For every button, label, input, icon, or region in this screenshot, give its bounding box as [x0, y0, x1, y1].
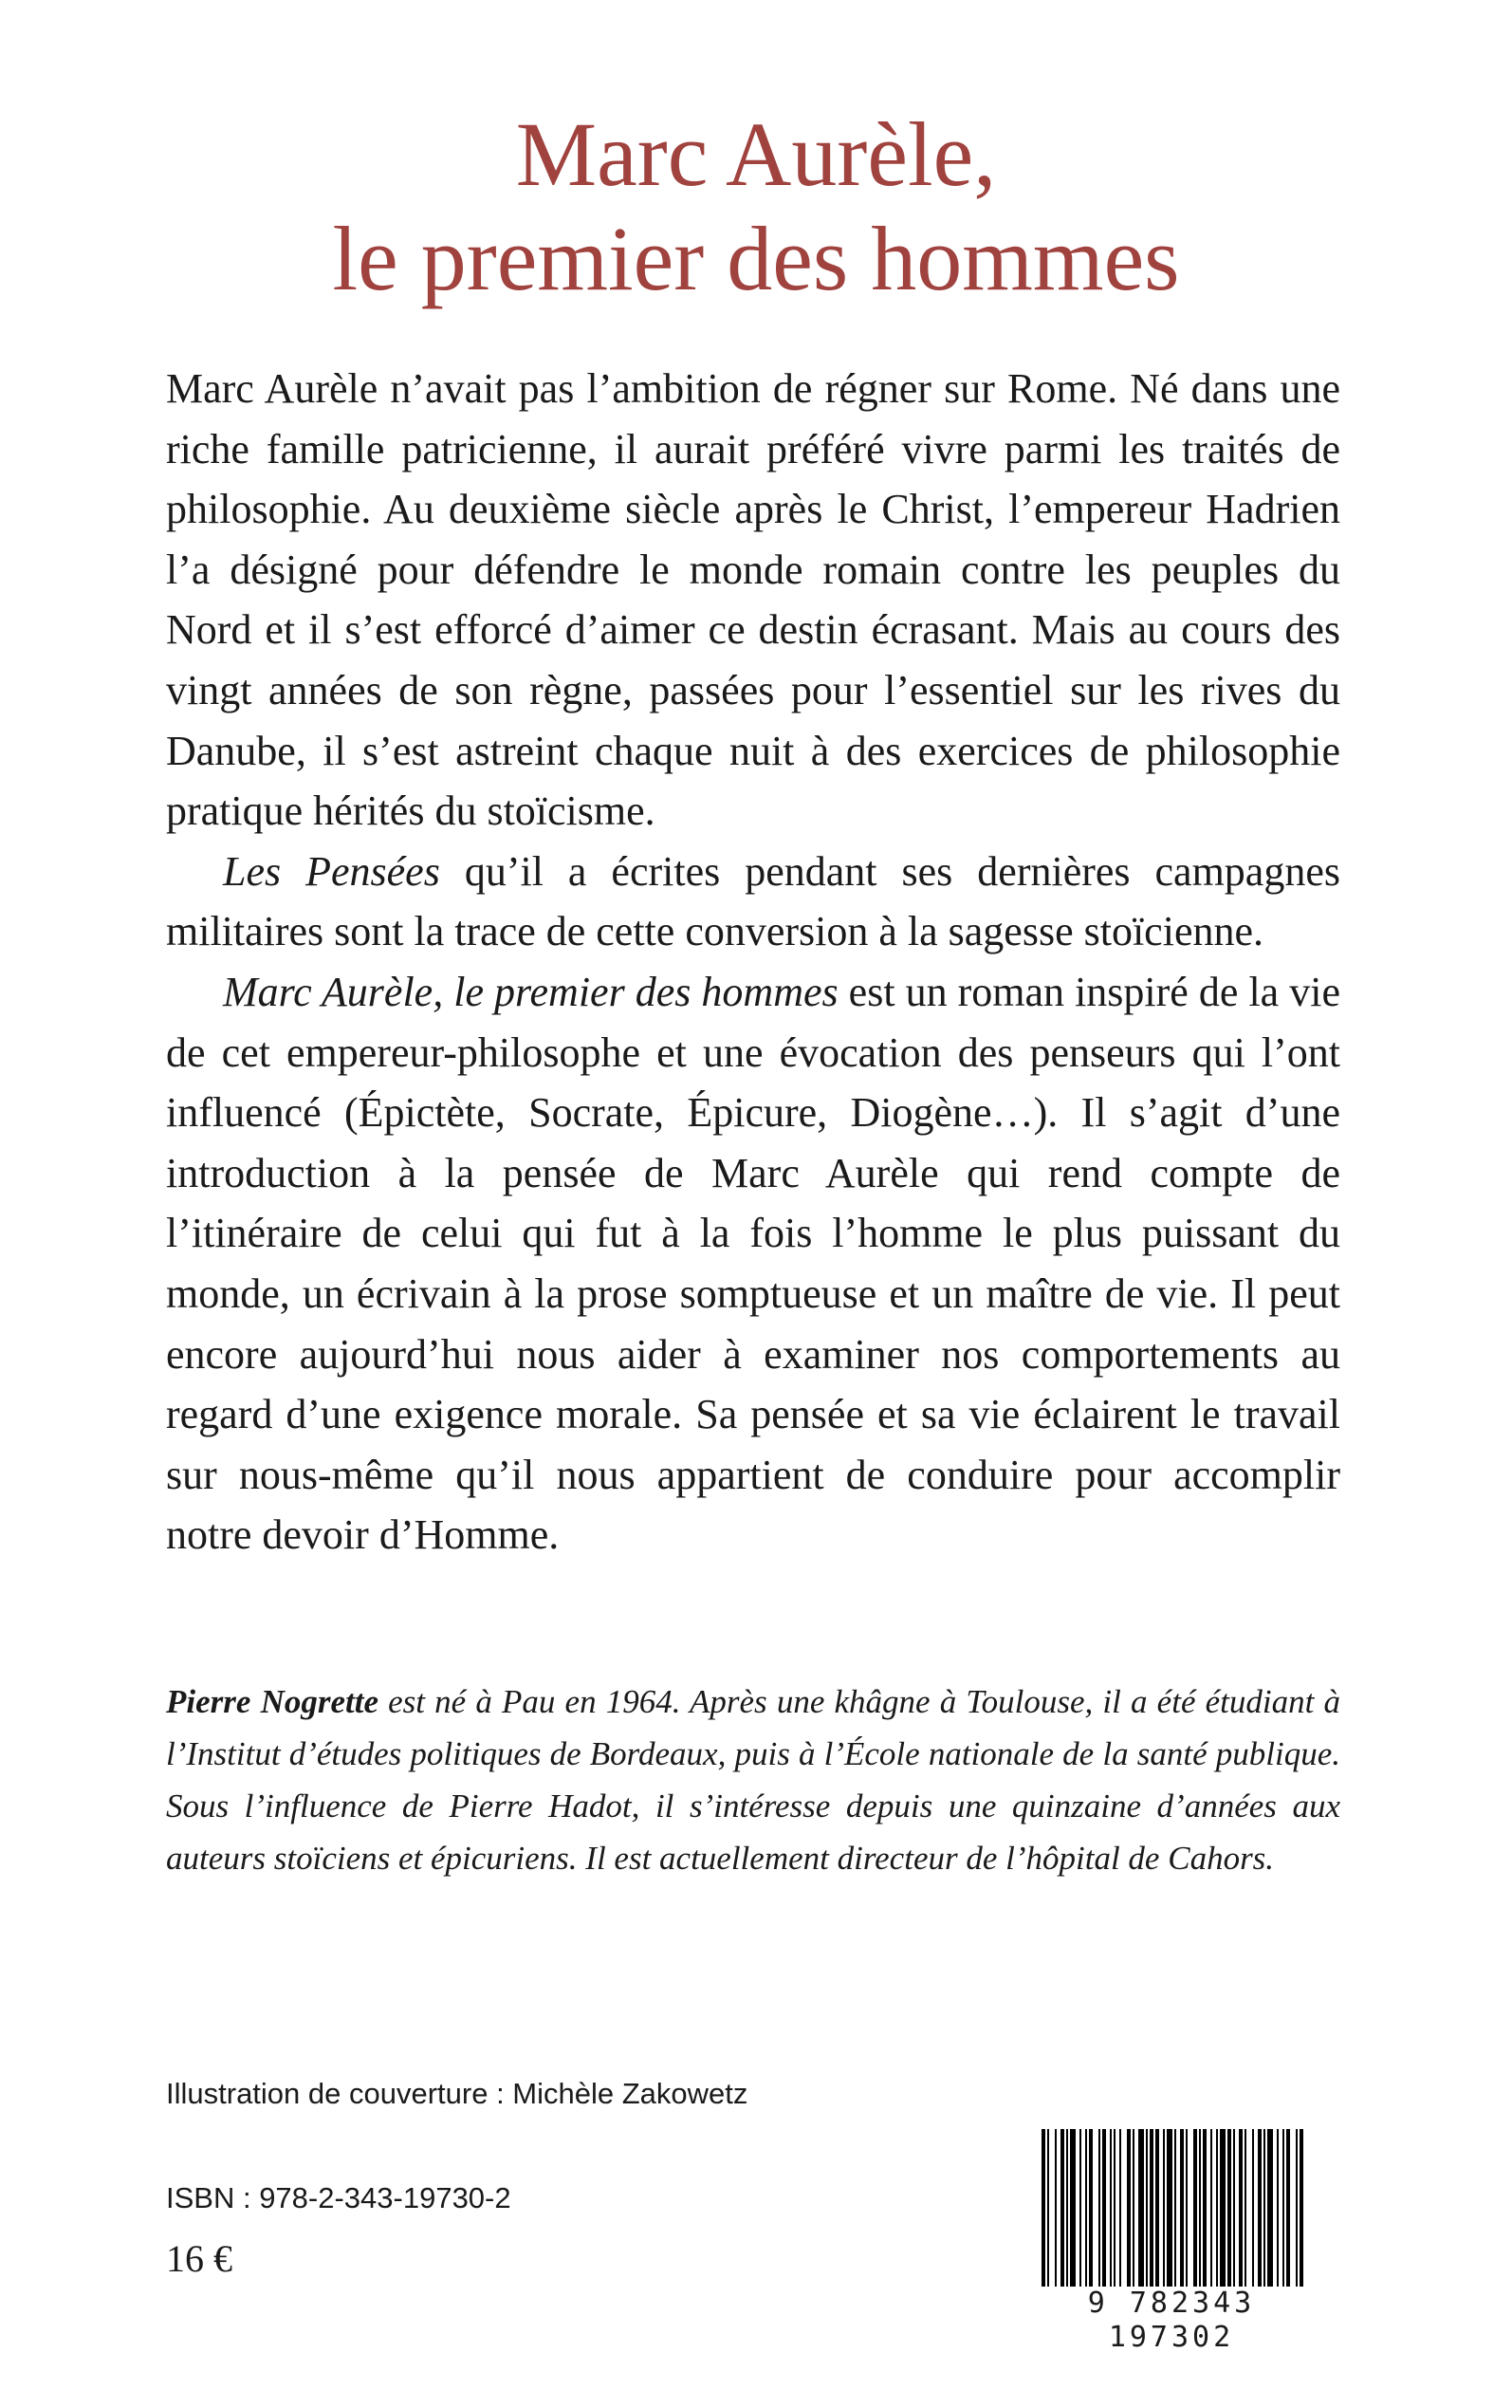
- barcode-bars: [1034, 2129, 1309, 2290]
- barcode-bar: [1216, 2129, 1218, 2290]
- barcode-bar: [1110, 2129, 1112, 2290]
- book-title: [0, 102, 1512, 311]
- isbn: ISBN : 978-2-343-19730-2: [166, 2181, 511, 2214]
- barcode-bar: [1066, 2129, 1068, 2290]
- barcode-bar: [1119, 2129, 1121, 2290]
- book-summary: [166, 359, 1340, 1565]
- barcode-bar: [1060, 2129, 1064, 2290]
- barcode-bar: [1070, 2129, 1076, 2290]
- barcode-bar: [1079, 2129, 1081, 2290]
- barcode-bar: [1102, 2129, 1106, 2290]
- title-line-1: Marc Aurèle,: [515, 103, 997, 205]
- author-bio-text: est né à Pau en 1964. Après une khâgne à Toulouse, il a été étudiant à l’Institut d’études politiques de Bordeaux, puis à l’École nationale de la santé publique. Sous l’influence de Pierre Hadot, il s’intéresse depuis une quinzaine d’années aux auteurs stoïciens et épicuriens. Il est actuellement directeur de l’hôpital de Cahors.: [166, 1683, 1340, 1877]
- barcode-bar: [1042, 2129, 1045, 2290]
- work-title-book: Marc Aurèle, le premier des hommes: [223, 968, 839, 1015]
- summary-paragraph-3: [166, 962, 1340, 1565]
- summary-paragraph-2-text: qu’il a écrites pendant ses dernières campagnes militaires sont la trace de cette conversion à la sagesse stoïcienne.: [166, 847, 1340, 955]
- barcode-bar: [1167, 2129, 1172, 2290]
- barcode-bar: [1239, 2129, 1243, 2290]
- barcode-bar: [1252, 2129, 1254, 2290]
- barcode-bar: [1263, 2129, 1265, 2290]
- barcode-bar: [1193, 2129, 1197, 2290]
- barcode-bar: [1047, 2129, 1049, 2290]
- barcode-bar: [1133, 2129, 1134, 2290]
- summary-paragraph-1: Marc Aurèle n’avait pas l’ambition de régner sur Rome. Né dans une riche famille patricienne, il aurait préféré vivre parmi les traités de philosophie. Au deuxième siècle après le Christ, l’empereur Hadrien l’a désigné pour défendre le monde romain contre les peuples du Nord et il s’est efforcé d’aimer ce destin écrasant. Mais au cours des vingt années de son règne, passées pour l’essentiel sur les rives du Danube, il s’est astreint chaque nuit à des exercices de philosophie pratique hérités du stoïcisme.: [166, 365, 1340, 835]
- barcode-bar: [1210, 2129, 1212, 2290]
- barcode-bar: [1286, 2129, 1290, 2290]
- barcode-bar: [1258, 2129, 1262, 2290]
- illustration-credit: Illustration de couverture : Michèle Zakowetz: [166, 2077, 748, 2110]
- barcode-bar: [1282, 2129, 1284, 2290]
- barcode-bar: [1155, 2129, 1159, 2290]
- barcode-bar: [1127, 2129, 1131, 2290]
- author-name: Pierre Nogrette: [166, 1683, 378, 1720]
- barcode-bar: [1085, 2129, 1087, 2290]
- title-line-2: le premier des hommes: [332, 208, 1180, 309]
- barcode-bar: [1098, 2129, 1100, 2290]
- barcode-bar: [1245, 2129, 1246, 2290]
- work-title-pensees: Les Pensées: [223, 847, 440, 895]
- barcode-bar: [1233, 2129, 1235, 2290]
- barcode-bar: [1220, 2129, 1226, 2290]
- barcode-bar: [1114, 2129, 1116, 2290]
- barcode-bar: [1227, 2129, 1231, 2290]
- barcode-bar: [1089, 2129, 1093, 2290]
- barcode-bar: [1277, 2129, 1279, 2290]
- price: 16 €: [166, 2237, 232, 2280]
- barcode-bar: [1199, 2129, 1201, 2290]
- barcode-bar: [1138, 2129, 1144, 2290]
- barcode-number: 9 782343 197302: [1034, 2287, 1309, 2355]
- barcode-bar: [1150, 2129, 1153, 2290]
- barcode-bar: [1300, 2129, 1303, 2290]
- barcode-bar: [1163, 2129, 1165, 2290]
- barcode-bar: [1180, 2129, 1184, 2290]
- author-bio: [166, 1676, 1340, 1884]
- summary-paragraph-3-text: est un roman inspiré de la vie de cet empereur-philosophe et une évocation des penseurs qui l’ont influencé (Épictète, Socrate, Épicure, Diogène…). Il s’agit d’une introduction à la pensée de Marc Aurèle qui rend compte de l’itinéraire de celui qui fut à la fois l’homme le plus puissant du monde, un écrivain à la prose somptueuse et un maître de vie. Il peut encore aujourd’hui nous aider à examiner nos comportements au regard d’une exigence morale. Sa pensée et sa vie éclairent le travail sur nous-même qu’il nous appartient de conduire pour accomplir notre devoir d’Homme.: [166, 968, 1340, 1559]
- barcode-bar: [1203, 2129, 1207, 2290]
- barcode-bar: [1296, 2129, 1298, 2290]
- barcode-bar: [1267, 2129, 1273, 2290]
- barcode-bar: [1174, 2129, 1176, 2290]
- barcode-bar: [1186, 2129, 1188, 2290]
- barcode-bar: [1146, 2129, 1148, 2290]
- barcode-bar: [1055, 2129, 1057, 2290]
- summary-paragraph-2: [166, 842, 1340, 962]
